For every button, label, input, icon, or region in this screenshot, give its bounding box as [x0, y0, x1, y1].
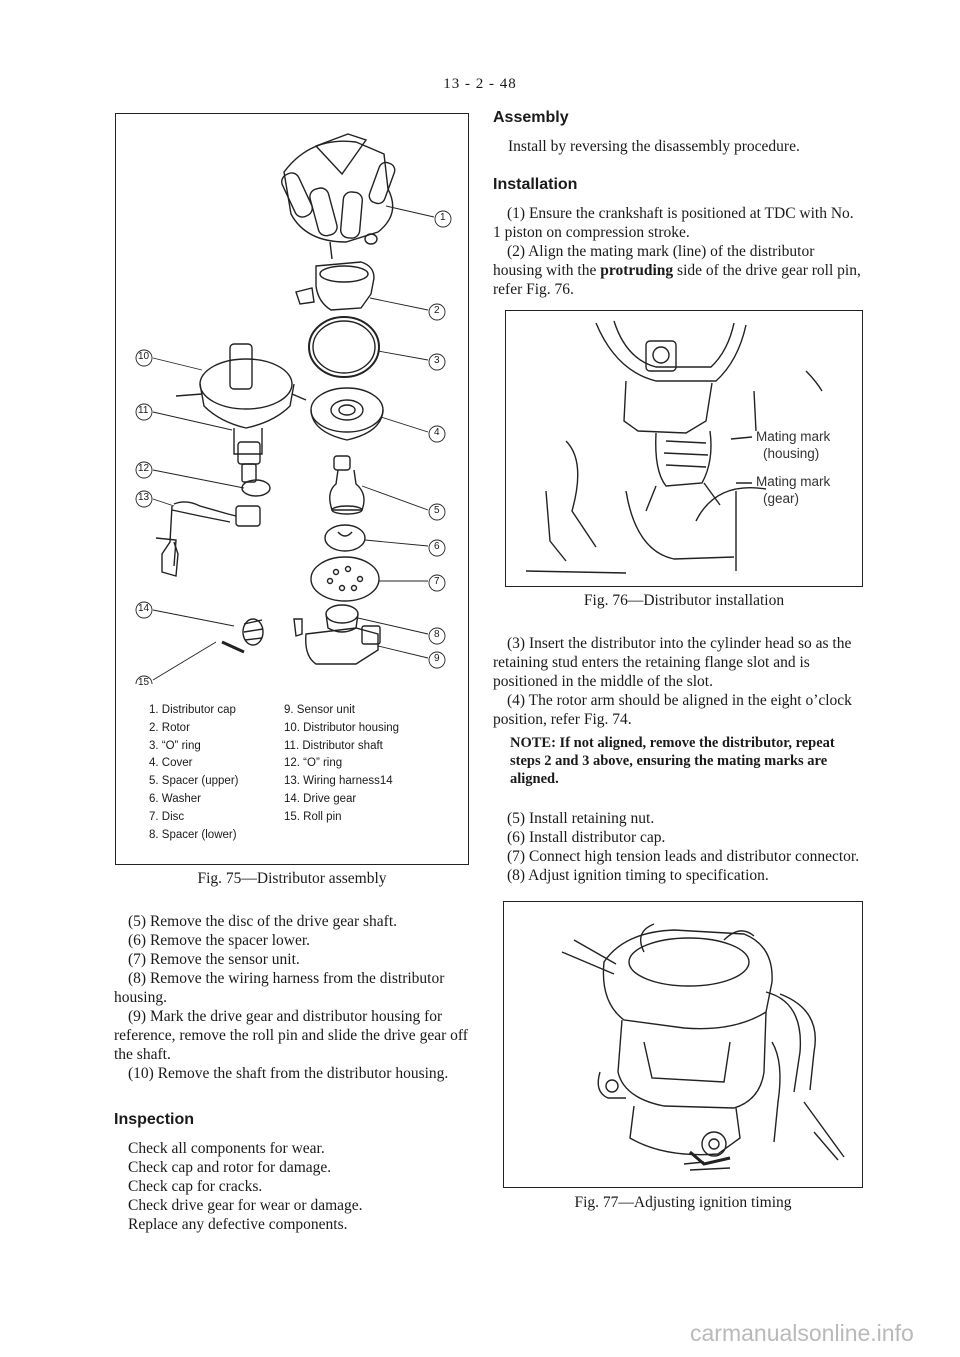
inspection-line: Replace any defective components. — [128, 1216, 348, 1233]
list-item: 5. Spacer (upper) — [149, 775, 239, 788]
parts-list-left — [149, 702, 239, 844]
parts-list-right — [284, 702, 399, 827]
installation-heading: Installation — [493, 176, 578, 193]
inspection-line: Check all components for wear. — [128, 1140, 325, 1157]
callout-2: 2 — [434, 305, 440, 316]
installation-text — [493, 204, 865, 299]
watermark-text: carmanualsonline.info — [690, 1320, 914, 1346]
step-5: (5) Remove the disc of the drive gear shaft. — [128, 913, 398, 930]
callout-7: 7 — [434, 576, 440, 587]
note-text: NOTE: If not aligned, remove the distributor, repeat steps 2 and 3 above, ensuring the mating marks are aligned. — [510, 735, 835, 787]
list-item: 12. “O” ring — [284, 757, 343, 770]
step-8: (8) Remove the wiring harness from the distributor housing. — [114, 970, 445, 1006]
washer-drawing — [325, 525, 365, 551]
mating-mark-gear-sublabel: (gear) — [763, 491, 800, 506]
rotor-drawing — [296, 262, 374, 310]
figure-75-caption: Fig. 75—Distributor assembly — [197, 870, 387, 887]
step-9: (9) Mark the drive gear and distributor housing for reference, remove the roll pin and slide the drive gear off the shaft. — [114, 1008, 468, 1063]
list-item: 3. “O” ring — [149, 739, 201, 752]
roll-pin-drawing — [222, 642, 244, 652]
inspection-text — [128, 1139, 468, 1234]
callout-12: 12 — [138, 463, 150, 474]
final-steps — [493, 809, 865, 885]
list-item: 1. Distributor cap — [149, 704, 236, 716]
install-step-5: (5) Install retaining nut. — [507, 810, 655, 827]
page-number: 13 - 2 - 48 — [443, 76, 517, 92]
list-item: 9. Sensor unit — [284, 704, 355, 716]
callout-5: 5 — [434, 505, 440, 516]
inspection-heading: Inspection — [114, 1111, 195, 1128]
assembly-text: Install by reversing the disassembly procedure. — [508, 138, 800, 155]
spacer-upper-drawing — [330, 456, 364, 514]
figure-75-frame — [115, 113, 469, 865]
figure-77-frame — [503, 901, 863, 1188]
list-item: 13. Wiring harness14 — [284, 775, 393, 788]
install-step-8: (8) Adjust ignition timing to specification. — [507, 867, 769, 884]
distributor-cap-drawing — [279, 134, 397, 259]
o-ring-drawing — [309, 317, 379, 377]
inspection-line: Check cap and rotor for damage. — [128, 1159, 332, 1176]
ignition-timing-drawing — [504, 902, 860, 1185]
callout-8: 8 — [434, 629, 440, 640]
callout-13: 13 — [138, 492, 150, 503]
installation-steps-continued — [493, 634, 865, 729]
wiring-harness-drawing — [156, 502, 260, 576]
step-6: (6) Remove the spacer lower. — [128, 932, 311, 949]
cover-drawing — [311, 388, 383, 440]
distributor-shaft-drawing — [238, 442, 260, 482]
install-step-6: (6) Install distributor cap. — [507, 829, 666, 846]
callout-15: 15 — [138, 677, 150, 688]
list-item: 2. Rotor — [149, 721, 190, 734]
callout-10: 10 — [138, 351, 150, 362]
assembly-heading: Assembly — [493, 109, 569, 126]
install-step-1: (1) Ensure the crankshaft is positioned at TDC with No. 1 piston on compression stroke. — [493, 205, 854, 241]
list-item: 15. Roll pin — [284, 810, 342, 823]
list-item: 14. Drive gear — [284, 792, 357, 805]
list-item: 6. Washer — [149, 792, 201, 805]
callout-14: 14 — [138, 603, 150, 614]
install-step-7: (7) Connect high tension leads and distributor connector. — [507, 848, 860, 865]
small-o-ring-drawing — [242, 480, 270, 496]
mating-mark-housing-sublabel: (housing) — [763, 446, 820, 461]
figure-76-frame — [505, 310, 863, 587]
inspection-line: Check cap for cracks. — [128, 1178, 263, 1195]
callout-9: 9 — [434, 653, 440, 664]
distributor-exploded-diagram — [116, 114, 466, 684]
inspection-line: Check drive gear for wear or damage. — [128, 1197, 363, 1214]
mating-mark-housing-label: Mating mark — [756, 429, 831, 444]
figure-76-caption: Fig. 76—Distributor installation — [583, 592, 785, 609]
figure-77-caption: Fig. 77—Adjusting ignition timing — [574, 1194, 792, 1211]
install-step-4: (4) The rotor arm should be aligned in the eight o’clock position, refer Fig. 74. — [493, 692, 852, 728]
step-10: (10) Remove the shaft from the distributor housing. — [128, 1065, 449, 1082]
install-step-2: (2) Align the mating mark (line) of the distributor housing with the protruding side of the drive gear roll pin, refer Fig. 76. — [493, 243, 861, 298]
callout-3: 3 — [434, 355, 440, 366]
callout-11: 11 — [138, 405, 149, 416]
callout-1: 1 — [440, 212, 446, 223]
distributor-housing-drawing — [176, 344, 306, 454]
disc-drawing — [311, 557, 379, 601]
mating-mark-gear-label: Mating mark — [756, 474, 831, 489]
step-7: (7) Remove the sensor unit. — [128, 951, 300, 968]
callout-6: 6 — [434, 541, 440, 552]
list-item: 7. Disc — [149, 810, 185, 823]
list-item: 4. Cover — [149, 757, 193, 770]
list-item: 11. Distributor shaft — [284, 739, 383, 752]
callout-4: 4 — [434, 427, 440, 438]
install-step-3: (3) Insert the distributor into the cylinder head so as the retaining stud enters the retaining flange slot and is positioned in the middle of the slot. — [493, 635, 852, 690]
removal-steps — [114, 912, 474, 1083]
list-item: 8. Spacer (lower) — [149, 828, 237, 841]
list-item: 10. Distributor housing — [284, 721, 400, 734]
drive-gear-drawing — [243, 619, 263, 645]
